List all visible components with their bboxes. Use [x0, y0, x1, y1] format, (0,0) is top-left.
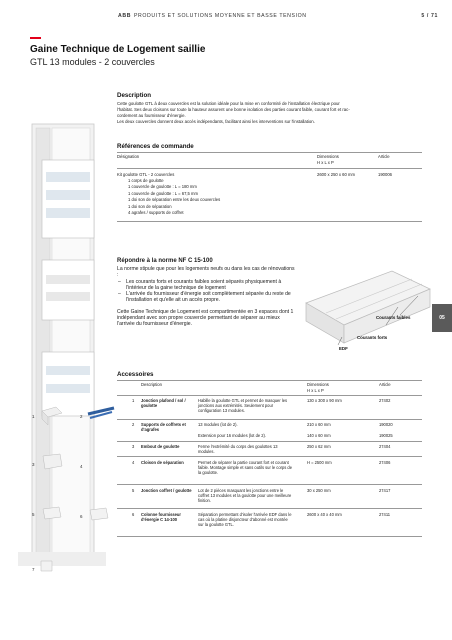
row-name: Colonne fournisseur d'énergie C 14-100	[141, 512, 182, 523]
gtl-product-image	[18, 120, 106, 568]
row-dimensions: 2600 x 40 x 40 mm	[307, 512, 342, 517]
row-number: 5	[132, 488, 135, 493]
description-line: Les deux couvercles donnent deux accès indépendants, facilitant ainsi les interventions sur l'installation.	[117, 119, 315, 124]
row-name: Embout de goulotte	[141, 444, 180, 449]
norme-closing: Cette Gaine Technique de Logement est compartimentée en 3 espaces dont 1 indépendant avec son propre couvercle permettant de séparer au mieux l'arrivée du fournisseur d'énergie.	[117, 308, 294, 328]
accessory-2-image	[86, 404, 116, 424]
description-line: Cette goulotte GTL à deux couvercles est la solution idéale pour la mise en conformité de l'installation électrique pour	[117, 101, 340, 106]
references-heading: Références de commande	[117, 143, 194, 150]
row-text: Séparation permettant d'isoler l'arrivée EDF dans le cas où la platine disjoncteur d'abonné est montée sur la goulotte GTL.	[198, 512, 292, 528]
accessory-6-image	[88, 506, 110, 522]
acc-col-article: Article	[379, 382, 391, 387]
norme-heading: Répondre à la norme NF C 15-100	[117, 258, 213, 264]
accessory-1-image	[40, 405, 64, 427]
row-dimensions: 210 x 60 mm	[307, 422, 331, 427]
row-article: 27411	[379, 512, 391, 517]
row-name: Jonction plafond / sol / goulotte	[141, 398, 186, 409]
accessory-7-image	[38, 558, 56, 574]
acc-col-description: Description	[141, 382, 162, 387]
description-heading: Description	[117, 92, 152, 99]
col-dimensions: Dimensions	[317, 154, 339, 159]
thumb-number: 5	[32, 512, 35, 517]
row-article: 190025	[379, 433, 393, 438]
row-dimensions: 30 x 250 mm	[307, 488, 331, 493]
page-title: Gaine Technique de Logement saillie	[30, 44, 206, 55]
description-line: l'habitat. Ses deux cloisons sur toute la hauteur assurent une bonne isolation des parties courant faible, courant fort et rac-	[117, 107, 350, 112]
component-item: 1 doi son de séparation	[128, 203, 172, 209]
description-line: cordement au fournisseur d'énergie.	[117, 113, 186, 118]
row-dimensions: 130 x 300 x 90 mm	[307, 398, 342, 403]
chapter-tab: 05	[432, 304, 452, 332]
divider	[117, 508, 422, 509]
divider	[117, 221, 422, 222]
label-edf: EDF	[339, 346, 348, 351]
row-article: 27417	[379, 488, 391, 493]
row-number: 6	[132, 512, 135, 517]
row-text: Habille la goulotte GTL et permet de masquer les jonctions aux extrémités. Seulement pour configuration 13 modules.	[198, 398, 288, 414]
divider	[117, 152, 422, 153]
thumb-number: 4	[80, 464, 83, 469]
thumb-number: 1	[32, 414, 35, 419]
thumb-number: 2	[80, 414, 83, 419]
component-item: 1 couvercle de goulotte : L = 67,5 mm	[128, 190, 199, 196]
row-text: Ferme l'extrémité du corps des goulottes 13 modules.	[198, 444, 278, 455]
row-number: 3	[132, 444, 135, 449]
col-dimensions-sub: H x L x P	[317, 160, 334, 165]
row-text: Extension pour 16 modules (lot de 2).	[198, 433, 267, 438]
component-item: 1 corps de goulotte	[128, 178, 164, 183]
row-name: Jonction coffret / goulotte	[141, 488, 192, 493]
divider	[117, 536, 422, 537]
row-dimensions: 140 x 60 mm	[307, 433, 331, 438]
page-subtitle: GTL 13 modules - 2 couvercles	[30, 57, 155, 67]
thumb-number: 7	[32, 567, 35, 572]
row-name: Cloison de séparation	[141, 460, 184, 465]
row-name: Supports de coffrets et d'agrafes	[141, 422, 186, 433]
label-courants-faibles: Courants faibles	[376, 315, 411, 320]
accent-bar	[30, 37, 41, 39]
page-number: 5 / 71	[421, 13, 438, 19]
row-text: 13 modules (lot de 2).	[198, 422, 238, 427]
thumb-number: 6	[80, 514, 83, 519]
divider	[117, 395, 422, 396]
page-header	[0, 11, 452, 23]
norme-bullet: – Les courants forts et courants faibles soient séparés physiquement à l'intérieur de la gaine technique de logement	[126, 279, 295, 292]
product-components	[128, 178, 220, 216]
product-dimensions: 2600 x 250 x 60 mm	[317, 172, 355, 177]
norme-intro: La norme stipule que pour les logements neufs ou dans les cas de rénovations :	[117, 266, 295, 279]
component-item: 1 couvercle de goulotte : L = 180 mm	[128, 184, 197, 190]
divider	[117, 441, 422, 442]
row-article: 190020	[379, 422, 393, 427]
acc-col-dimensions-sub: H x L x P	[307, 388, 324, 393]
acc-col-dimensions: Dimensions	[307, 382, 329, 387]
row-dimensions: H = 2500 mm	[307, 460, 332, 465]
divider	[117, 168, 422, 169]
section-title: PRODUITS ET SOLUTIONS MOYENNE ET BASSE TENSION	[134, 13, 307, 19]
thumb-number: 3	[32, 462, 35, 467]
description-text	[117, 101, 417, 125]
row-number: 2	[132, 422, 135, 427]
product-article: 190006	[378, 172, 392, 177]
divider	[117, 380, 422, 381]
norme-block	[117, 258, 295, 328]
row-number: 1	[132, 398, 135, 403]
accessory-5-image	[40, 504, 64, 522]
col-article: Article	[378, 154, 390, 159]
accessoires-heading: Accessoires	[117, 371, 154, 378]
brand-logo: ABB	[118, 13, 132, 19]
component-item: 1 doi son de séparation entre les deux couvercles	[128, 197, 221, 203]
col-designation: Désignation	[117, 154, 140, 159]
divider	[117, 419, 422, 420]
divider	[117, 456, 422, 457]
row-number: 4	[132, 460, 135, 465]
row-article: 27404	[379, 444, 391, 449]
norme-bullet: – L'arrivée du fournisseur d'énergie soit complètement séparée du reste de l'installation et qu'elle ait un accès propre.	[126, 291, 295, 304]
product-name: Kit goulotte GTL - 2 couvercles	[117, 172, 175, 177]
row-text: Permet de séparer la partie courant fort et courant faible. Montage simple et sans outils sur le corps de la goulotte.	[198, 460, 292, 476]
norme-list	[117, 279, 295, 304]
label-courants-forts: Courants forts	[357, 335, 388, 340]
row-article: 27402	[379, 398, 391, 403]
accessory-3-image	[40, 452, 64, 472]
row-text: Lot de 2 pièces masquant les jonctions entre le coffret 13 modules et la goulotte pour une meilleure finition.	[198, 488, 292, 504]
divider	[117, 484, 422, 485]
row-article: 27406	[379, 460, 391, 465]
row-dimensions: 250 x 62 mm	[307, 444, 331, 449]
component-item: 4 agrafes / supports de coffret	[128, 210, 184, 216]
